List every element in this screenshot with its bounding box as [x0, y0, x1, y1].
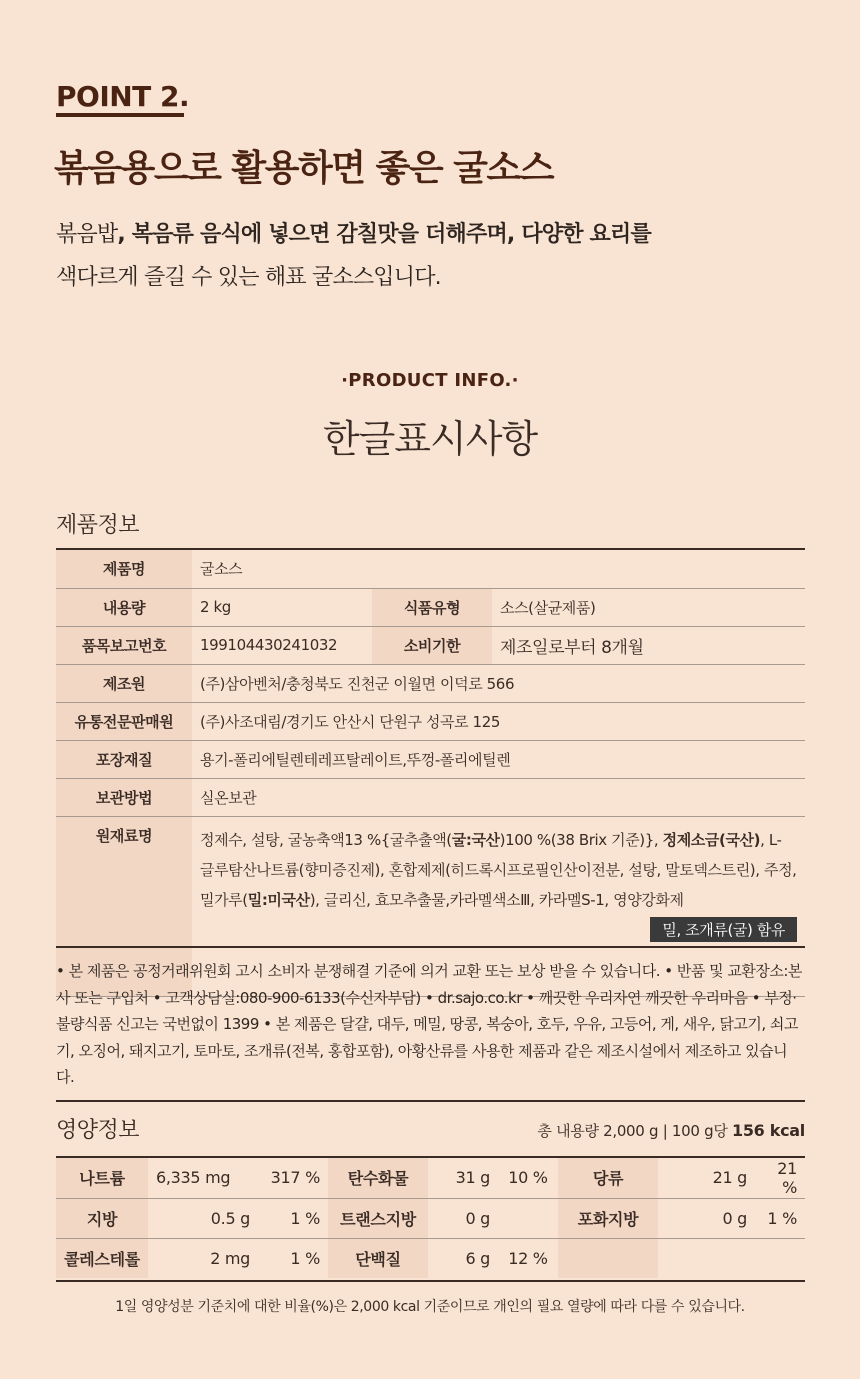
nutrient-label: 지방 [56, 1198, 148, 1238]
ing-bold: 밀:미국산 [247, 890, 310, 909]
expiry-label: 소비기한 [372, 626, 492, 664]
product-bottom-rule [56, 946, 805, 948]
point-label: POINT 2. [56, 80, 190, 113]
nutrition-total: 총 내용량 2,000 g | 100 g당 [537, 1122, 728, 1140]
point-underline [56, 113, 184, 117]
ing-part: , L- 글루탐산나트륨(향미증진제), 혼합제제(히드록시프로필인산이전분, 설탕, 말토덱스트린), 주정, 밀가루( [200, 830, 797, 909]
desc-line1-b: , 복음류 음식에 넣으면 감칠맛을 더해주며 [117, 222, 507, 247]
ing-part: 정제수, 설탕, 굴농축액13 %{굴추출액( [200, 830, 452, 849]
distributor-label: 유통전문판매원 [56, 702, 192, 740]
nutrient-value: 6,335 mg [148, 1158, 258, 1198]
product-info-label: ·PRODUCT INFO.· [341, 370, 519, 391]
nutrient-percent: 1 % [258, 1198, 328, 1238]
nutrition-bottom-rule [56, 1280, 805, 1282]
nutrient-value: 21 g [658, 1158, 755, 1198]
storage-value: 실온보관 [192, 778, 805, 816]
nutrient-label: 당류 [558, 1158, 658, 1198]
table-row [56, 1238, 805, 1278]
distributor-value: (주)사조대림/경기도 안산시 단원구 성곡로 125 [192, 702, 805, 740]
nutrient-label: 단백질 [328, 1238, 428, 1278]
report-label: 품목보고번호 [56, 626, 192, 664]
desc-line2: 색다르게 즐길 수 있는 해표 굴소스입니다. [56, 265, 441, 290]
table-row [56, 1198, 805, 1238]
nutrient-percent: 1 % [755, 1198, 805, 1238]
table-row [56, 1158, 805, 1198]
nutrient-percent: 317 % [258, 1158, 328, 1198]
nutrient-percent: 10 % [498, 1158, 558, 1198]
nutrition-summary [537, 1120, 805, 1141]
package-label: 포장재질 [56, 740, 192, 778]
volume-label: 내용량 [56, 588, 192, 626]
nutrient-label: 콜레스테롤 [56, 1238, 148, 1278]
desc-line1-c: , 다양한 요리를 [506, 222, 651, 247]
name-value: 굴소스 [192, 550, 805, 588]
nutrient-label: 나트륨 [56, 1158, 148, 1198]
headline: 볶음용으로 활용하면 좋은 굴소스 [54, 148, 553, 189]
desc-line1-a: 볶음밥 [56, 222, 118, 247]
ing-bold: 굴:국산 [451, 830, 500, 849]
nutrient-percent: 12 % [508, 1248, 548, 1268]
ing-bold: 정제소금(국산) [662, 830, 761, 849]
product-info-title: 한글표시사항 [322, 417, 538, 461]
volume-value: 2 kg [192, 588, 372, 626]
nutrient-percent [498, 1198, 558, 1238]
nutrient-percent: 1 % [290, 1248, 320, 1268]
nutrition-table [56, 1158, 805, 1278]
nutrient-label: 트랜스지방 [328, 1198, 428, 1238]
nutrient-value: 0 g [658, 1198, 755, 1238]
nutrient-value: 0.5 g [148, 1198, 258, 1238]
type-value: 소스(살균제품) [492, 588, 805, 626]
nutrient-value: 2 mg [210, 1248, 250, 1268]
nutrient-value: 6 g [465, 1248, 490, 1268]
table-row [56, 664, 805, 702]
table-row [56, 550, 805, 588]
nutrient-percent: 21 % [755, 1158, 805, 1198]
nutrient-value: 31 g [428, 1158, 498, 1198]
ingredients-label: 원재료명 [56, 816, 192, 996]
notice-bottom-rule [56, 1100, 805, 1102]
table-row [56, 626, 805, 664]
allergen-badge: 밀, 조개류(굴) 함유 [650, 917, 797, 942]
name-label: 제품명 [56, 550, 192, 588]
package-value: 용기-폴리에틸렌테레프탈레이트,뚜껑-폴리에틸렌 [192, 740, 805, 778]
nutrient-value: 0 g [428, 1198, 498, 1238]
report-value: 199104430241032 [192, 626, 372, 664]
nutrient-value [658, 1238, 755, 1278]
product-info-table [56, 550, 805, 997]
description [56, 213, 651, 299]
table-row [56, 588, 805, 626]
nutrient-percent [755, 1238, 805, 1278]
table-row [56, 740, 805, 778]
maker-label: 제조원 [56, 664, 192, 702]
storage-label: 보관방법 [56, 778, 192, 816]
ing-part: )100 %(38 Brix 기준)}, [499, 830, 663, 849]
nutrition-kcal: 156 kcal [732, 1121, 805, 1140]
expiry-value: 제조일로부터 8개월 [492, 626, 805, 664]
nutrition-section-title: 영양정보 [56, 1118, 140, 1143]
product-section-title: 제품정보 [56, 513, 140, 538]
ing-part: ), 글리신, 효모추출물,카라멜색소Ⅲ, 카라멜S-1, 영양강화제 [309, 890, 684, 909]
type-label: 식품유형 [372, 588, 492, 626]
table-row [56, 702, 805, 740]
nutrient-label: 탄수화물 [328, 1158, 428, 1198]
notice-text: • 본 제품은 공정거래위원회 고시 소비자 분쟁해결 기준에 의거 교환 또는 보상 받을 수 있습니다. • 반품 및 교환장소:본사 또는 구입처 • 고객상담실:080-900-6133(수신자부담) • dr.sajo.co.kr • 깨끗한 우리자연 깨끗한 우리마음 • 부정·불량식품 신고는 국번없이 1399 • 본 제품은 달걀, 대두, 메밀, 땅콩, 복숭아, 호두, 우유, 고등어, 게, 새우, 닭고기, 쇠고기, 오징어, 돼지고기, 토마토, 조개류(전복, 홍합포함), 아황산류를 사용한 제품과 같은 제조시설에서 제조하고 있습니다. [56, 962, 802, 1086]
table-row [56, 778, 805, 816]
nutrient-label [558, 1238, 658, 1278]
maker-value: (주)삼아벤처/충청북도 진천군 이월면 이덕로 566 [192, 664, 805, 702]
nutrient-label: 포화지방 [558, 1198, 658, 1238]
nutrition-footnote: 1일 영양성분 기준치에 대한 비율(%)은 2,000 kcal 기준이므로 개인의 필요 열량에 따라 다를 수 있습니다. [115, 1299, 745, 1315]
